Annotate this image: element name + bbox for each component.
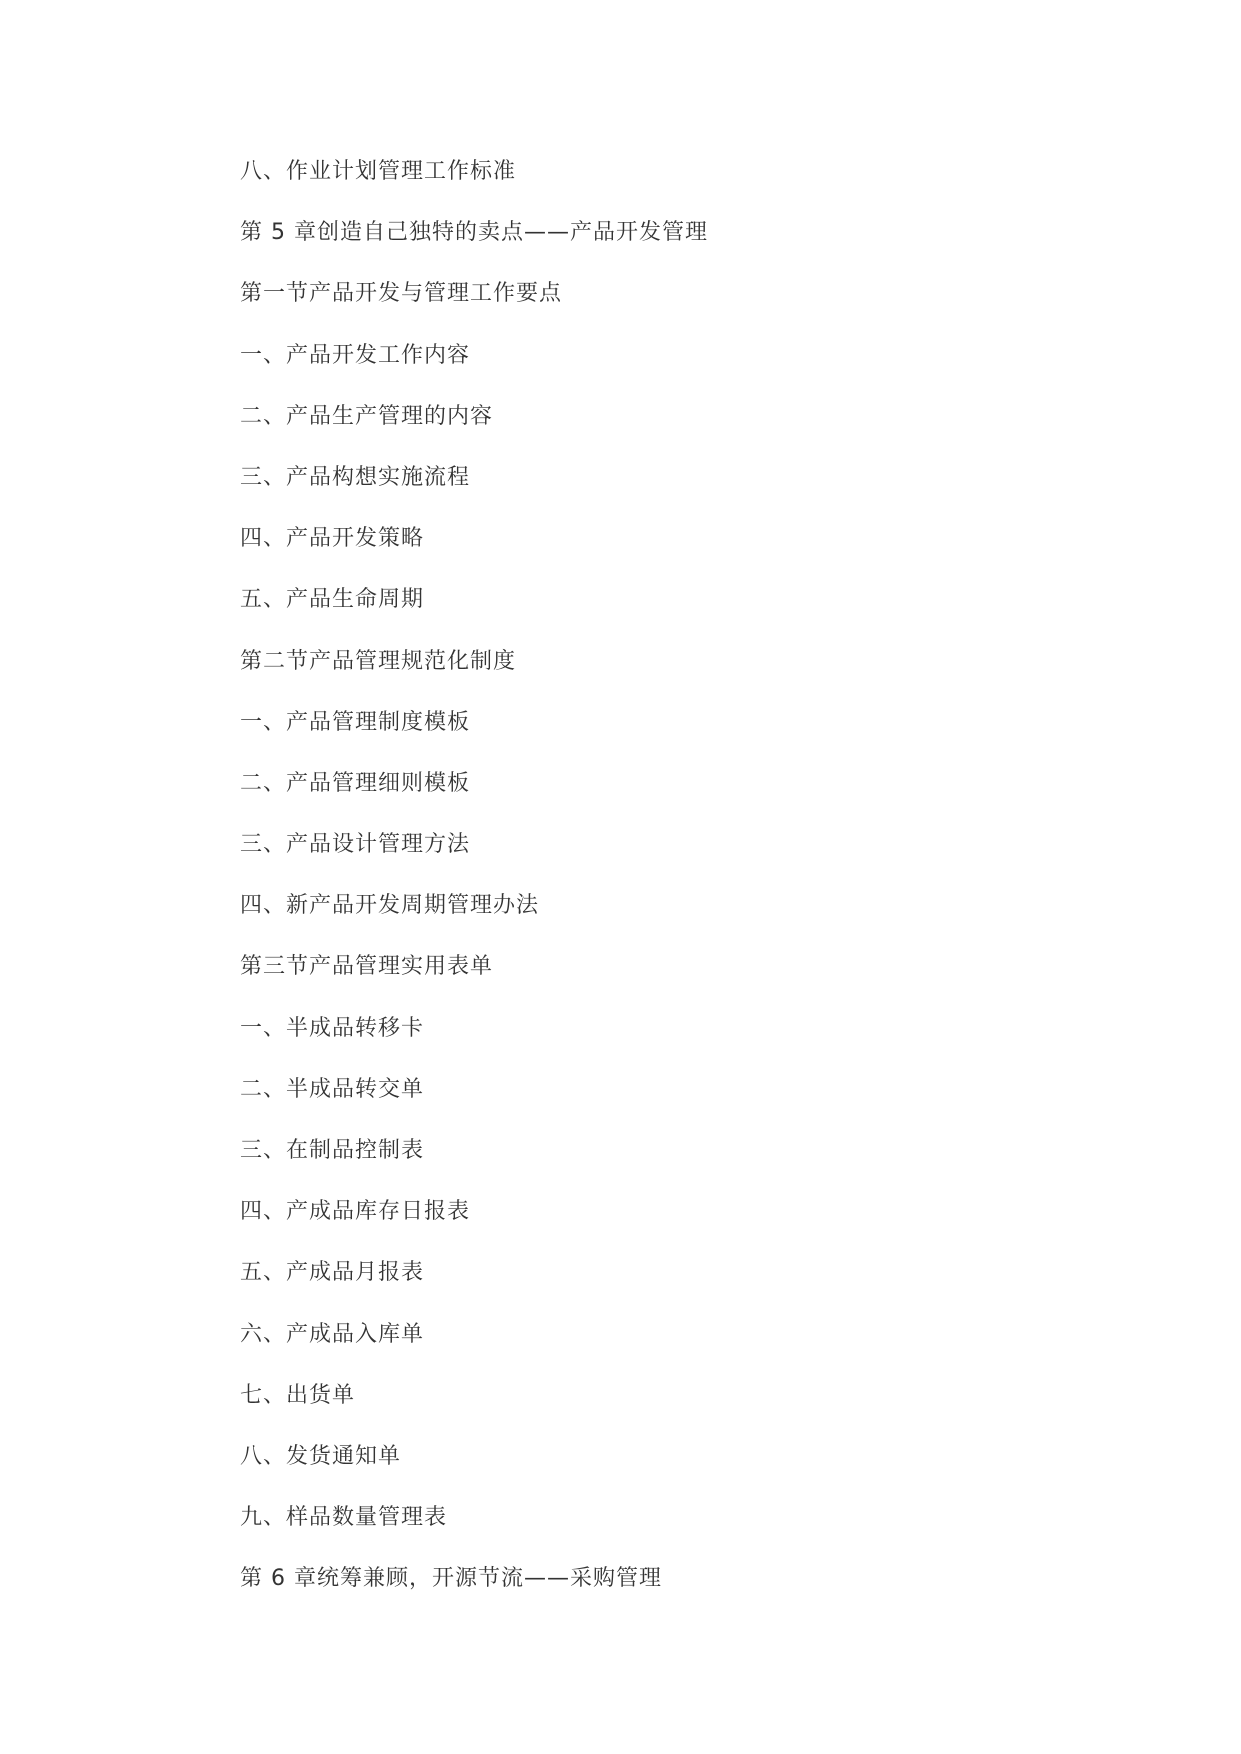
toc-entry: 一、产品管理制度模板: [240, 709, 471, 735]
toc-entry: 七、出货单: [240, 1382, 356, 1408]
toc-entry: 六、产成品入库单: [240, 1321, 425, 1347]
toc-entry: 一、半成品转移卡: [240, 1015, 425, 1041]
toc-entry: 二、产品生产管理的内容: [240, 403, 494, 429]
chapter-heading: 第 5 章创造自己独特的卖点——产品开发管理: [240, 220, 708, 246]
toc-entry: 八、作业计划管理工作标准: [240, 159, 517, 184]
toc-entry: 二、半成品转交单: [240, 1076, 425, 1102]
toc-entry: 九、样品数量管理表: [240, 1505, 448, 1531]
toc-entry: 三、产品构想实施流程: [240, 464, 471, 490]
toc-entry: 八、发货通知单: [240, 1443, 402, 1469]
section-heading: 第三节产品管理实用表单: [240, 954, 494, 980]
toc-entry: 四、产成品库存日报表: [240, 1199, 471, 1225]
toc-entry: 三、在制品控制表: [240, 1138, 425, 1163]
chapter-heading: 第 6 章统筹兼顾，开源节流——采购管理: [240, 1566, 662, 1592]
table-of-contents: [240, 158, 708, 1627]
toc-entry: 四、产品开发策略: [240, 526, 425, 552]
toc-entry: 二、产品管理细则模板: [240, 770, 471, 796]
toc-entry: 三、产品设计管理方法: [240, 832, 471, 858]
toc-entry: 五、产成品月报表: [240, 1260, 425, 1286]
section-heading: 第二节产品管理规范化制度: [240, 648, 517, 674]
toc-entry: 四、新产品开发周期管理办法: [240, 893, 540, 919]
toc-entry: 五、产品生命周期: [240, 587, 425, 613]
section-heading: 第一节产品开发与管理工作要点: [240, 281, 563, 307]
toc-entry: 一、产品开发工作内容: [240, 342, 471, 368]
